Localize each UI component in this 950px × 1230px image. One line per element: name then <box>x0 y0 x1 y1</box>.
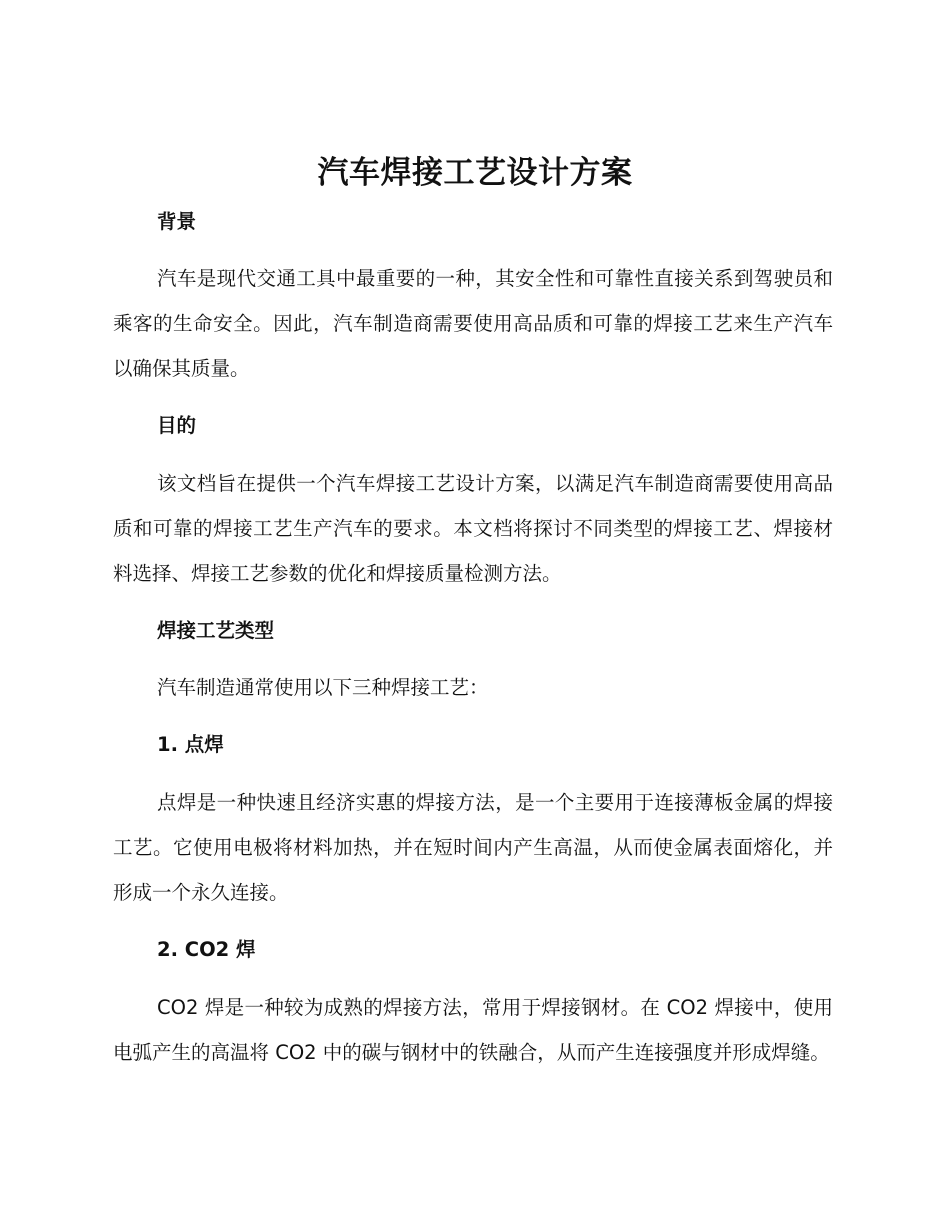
section-heading-background: 背景 <box>157 210 197 233</box>
document-title: 汽车焊接工艺设计方案 <box>317 155 633 191</box>
section-heading-weld-types: 焊接工艺类型 <box>157 619 275 642</box>
paragraph-co2-weld: CO2 焊是一种较为成熟的焊接方法，常用于焊接钢材。在 CO2 焊接中，使用电弧产生的高温将 CO2 中的碳与钢材中的铁融合，从而产生连接强度并形成焊缝。 <box>113 996 833 1064</box>
paragraph-background: 汽车是现代交通工具中最重要的一种，其安全性和可靠性直接关系到驾驶员和乘客的生命安全。因此，汽车制造商需要使用高品质和可靠的焊接工艺来生产汽车以确保其质量。 <box>113 267 833 380</box>
paragraph-spot-weld: 点焊是一种快速且经济实惠的焊接方法，是一个主要用于连接薄板金属的焊接工艺。它使用电极将材料加热，并在短时间内产生高温，从而使金属表面熔化，并形成一个永久连接。 <box>113 791 833 904</box>
paragraph-purpose: 该文档旨在提供一个汽车焊接工艺设计方案，以满足汽车制造商需要使用高品质和可靠的焊接工艺生产汽车的要求。本文档将探讨不同类型的焊接工艺、焊接材料选择、焊接工艺参数的优化和焊接质量检测方法。 <box>113 472 833 585</box>
section-heading-spot-weld: 1. 点焊 <box>157 733 224 756</box>
section-heading-co2-weld: 2. CO2 焊 <box>157 938 256 961</box>
paragraph-weld-types-intro: 汽车制造通常使用以下三种焊接工艺： <box>157 676 489 699</box>
section-heading-purpose: 目的 <box>157 414 197 437</box>
